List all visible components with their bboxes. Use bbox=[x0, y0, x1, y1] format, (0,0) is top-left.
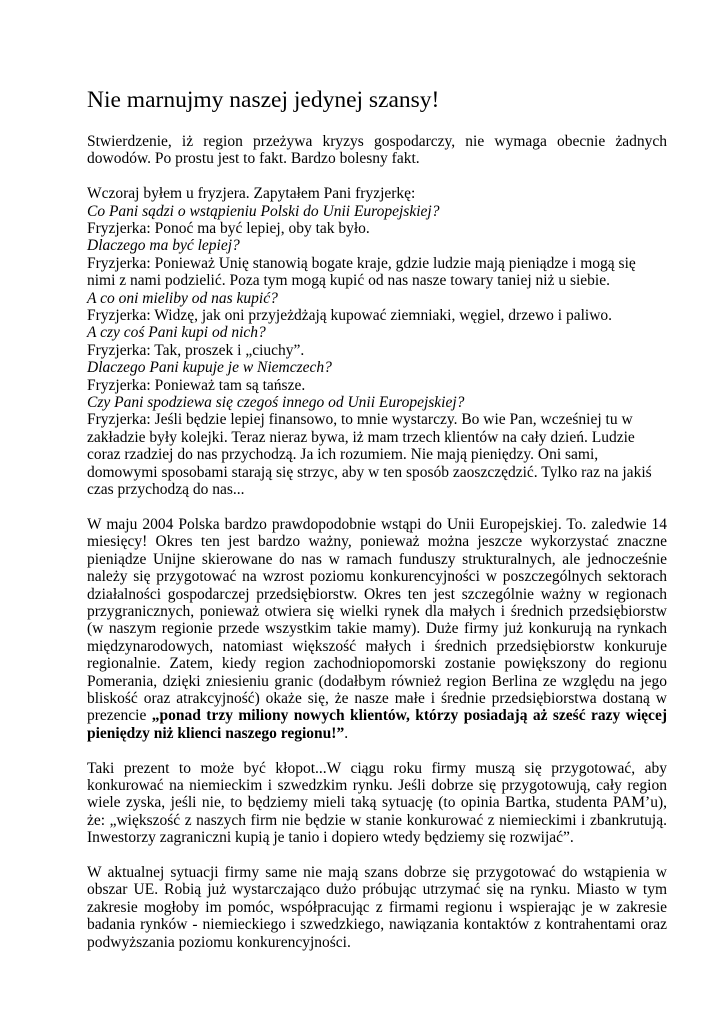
gift-problem-paragraph: Taki prezent to może być kłopot...W ciągu roku firmy muszą się przygotować, aby konkurować na niemieckim i szwedzkim rynku. Jeśli dobrze się przygotowują, cały region wiele zyska, jeśli nie, to będziemy mieli taką sytuację (to opinia Bartka, studenta PAM’u), że: „większość z naszych firm nie będzie w stanie konkurować z niemieckimi i zbankrutują. Inwestorzy zagraniczni kupią je tanio i dopiero wtedy będziemy się rozwijać”. bbox=[87, 759, 667, 847]
eu-accession-tail: . bbox=[344, 724, 349, 742]
eu-accession-paragraph bbox=[87, 516, 667, 742]
document-body bbox=[87, 86, 667, 968]
eu-accession-bold-quote: „ponad trzy miliony nowych klientów, którzy posiadają aż sześć razy więcej pieniędzy niż klienci naszego regionu!” bbox=[87, 707, 667, 742]
answer-line: Fryzjerka: Ponieważ Unię stanowią bogate kraje, gdzie ludzie mają pieniądze i mogą się nimi z nami podzielić. Poza tym mogą kupić od nas nasze towary taniej niż u siebie. bbox=[87, 254, 636, 290]
question-line: Dlaczego Pani kupuje je w Niemczech? bbox=[87, 359, 332, 377]
answer-line: Fryzjerka: Jeśli będzie lepiej finansowo, to mnie wystarczy. Bo wie Pan, wcześniej tu w zakładzie były kolejki. Teraz nieraz bywa, iż mam trzech klientów na cały dzień. Ludzie coraz rzadziej do nas przychodzą. Ja ich rozumiem. Nie mają pieniędzy. Oni sami, domowymi sposobami starają się strzyc, aby w ten sposób zaoszczędzić. Tylko raz na jakiś czas przychodzą do nas... bbox=[87, 411, 652, 499]
dialogue-opening: Wczoraj byłem u fryzjera. Zapytałem Pani fryzjerkę: bbox=[87, 185, 416, 203]
answer-line: Fryzjerka: Tak, proszek i „ciuchy”. bbox=[87, 341, 305, 359]
answer-line: Fryzjerka: Widzę, jak oni przyjeżdżają kupować ziemniaki, węgiel, drzewo i paliwo. bbox=[87, 307, 613, 325]
question-line: A czy coś Pani kupi od nich? bbox=[87, 324, 266, 342]
answer-line: Fryzjerka: Ponoć ma być lepiej, oby tak było. bbox=[87, 220, 370, 238]
question-line: Dlaczego ma być lepiej? bbox=[87, 237, 240, 255]
dialogue-block bbox=[87, 185, 667, 498]
question-line: A co oni mieliby od nas kupić? bbox=[87, 289, 278, 307]
question-line: Czy Pani spodziewa się czegoś innego od Unii Europejskiej? bbox=[87, 394, 465, 412]
intro-paragraph: Stwierdzenie, iż region przeżywa kryzys gospodarczy, nie wymaga obecnie żadnych dowodów. Po prostu jest to fakt. Bardzo bolesny fakt. bbox=[87, 133, 667, 168]
question-line: Co Pani sądzi o wstąpieniu Polski do Unii Europejskiej? bbox=[87, 202, 440, 220]
answer-line: Fryzjerka: Ponieważ tam są tańsze. bbox=[87, 376, 306, 394]
article-title: Nie marnujmy naszej jedynej szansy! bbox=[87, 87, 440, 113]
current-situation-paragraph: W aktualnej sytuacji firmy same nie mają szans dobrze się przygotować do wstąpienia w obszar UE. Robią już wystarczająco dużo próbując utrzymać się na rynku. Miasto w tym zakresie mogłoby im pomóc, współpracując z firmami regionu i wspierając je w zakresie badania rynków - niemieckiego i szwedzkiego, nawiązania kontaktów z kontrahentami oraz podwyższania poziomu konkurencyjności. bbox=[87, 864, 667, 951]
eu-accession-text: W maju 2004 Polska bardzo prawdopodobnie wstąpi do Unii Europejskiej. To. zaledwie 14 miesięcy! Okres ten jest bardzo ważny, ponieważ można jeszcze wykorzystać znaczne pieniądze Unijne skierowane do nas w ramach funduszy strukturalnych, ale jednocześnie należy się przygotować na wzrost poziomu konkurencyjności w poszczególnych sektorach działalności gospodarczej przedsiębiorstw. Okres ten jest szczególnie ważny w regionach przygranicznych, ponieważ otwiera się wielki rynek dla małych i średnich przedsiębiorstw (w naszym regionie przede wszystkim takie mamy). Duże firmy już konkurują na rynkach międzynarodowych, natomiast większość małych i średnich przedsiębiorstw konkuruje regionalnie. Zatem, kiedy region zachodniopomorski zostanie powiększony do regionu Pomerania, dzięki zniesieniu granic (dodałbym również region Berlina ze względu na jego bliskość oraz atrakcyjność) okaże się, że nasze małe i średnie przedsiębiorstwa dostaną w prezencie bbox=[87, 515, 667, 725]
